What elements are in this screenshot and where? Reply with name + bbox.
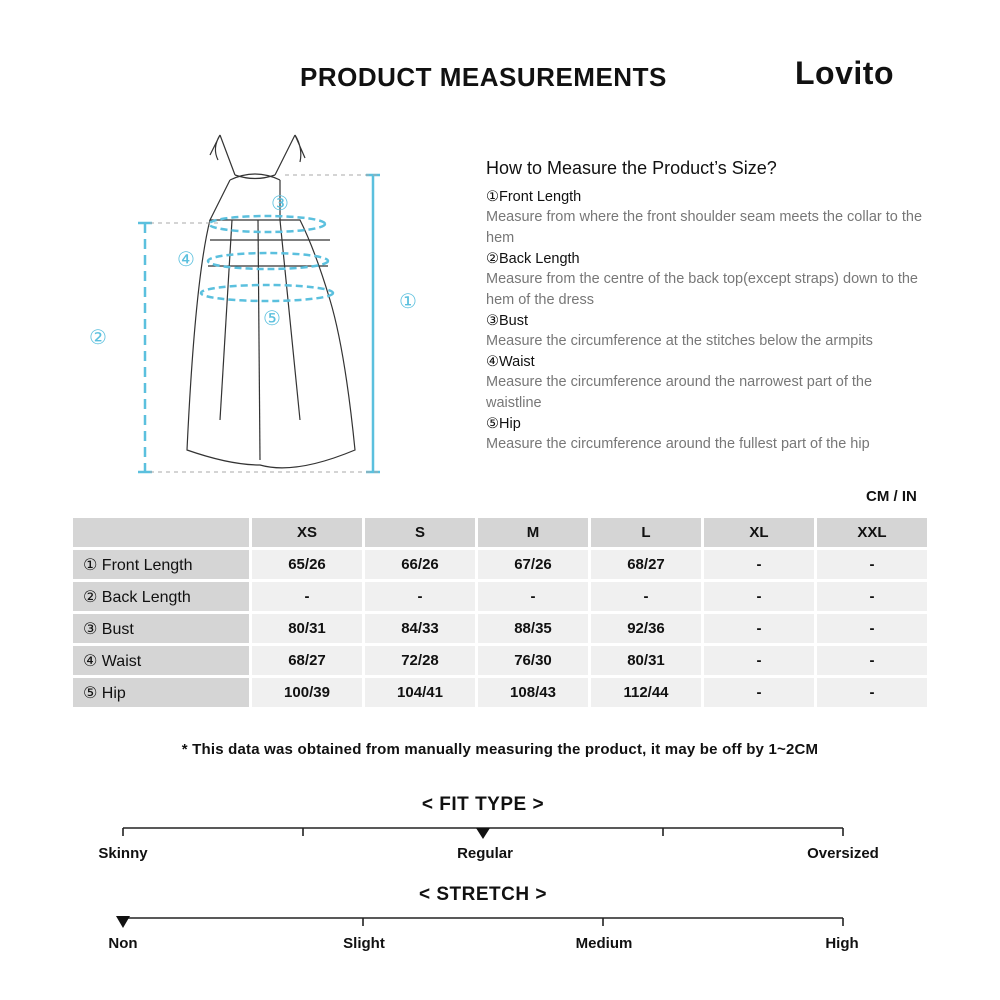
marker-3: ③ xyxy=(271,191,289,215)
table-cell: 68/27 xyxy=(252,646,362,675)
table-cell: - xyxy=(365,582,475,611)
table-cell: - xyxy=(704,614,814,643)
marker-2: ② xyxy=(89,325,107,349)
guide-item-desc: Measure from where the front shoulder seam meets the collar to the hem xyxy=(486,209,923,246)
marker-5: ⑤ xyxy=(263,306,281,330)
table-row xyxy=(73,678,927,707)
table-cell: 104/41 xyxy=(365,678,475,707)
marker-1: ① xyxy=(399,289,417,313)
table-cell: 100/39 xyxy=(252,678,362,707)
size-header: S xyxy=(365,518,475,547)
row-label: ④ Waist xyxy=(73,646,249,675)
table-cell: 76/30 xyxy=(478,646,588,675)
stretch-label-slight: Slight xyxy=(343,935,385,952)
table-row xyxy=(73,582,927,611)
size-table xyxy=(70,515,930,710)
stretch-label-non: Non xyxy=(108,935,138,952)
fit-type-scale xyxy=(0,820,1000,844)
fit-label-regular: Regular xyxy=(457,845,513,862)
guide-item-name: ②Back Length xyxy=(486,251,580,267)
stretch-selected-marker xyxy=(116,916,130,928)
guide-item-desc: Measure the circumference around the narrowest part of the waistline xyxy=(486,374,873,411)
guide-item-name: ③Bust xyxy=(486,313,529,329)
table-cell: - xyxy=(817,678,927,707)
unit-label: CM / IN xyxy=(866,488,917,505)
size-header: M xyxy=(478,518,588,547)
row-label: ① Front Length xyxy=(73,550,249,579)
table-cell: 65/26 xyxy=(252,550,362,579)
table-cell: - xyxy=(704,646,814,675)
guide-item-name: ④Waist xyxy=(486,354,535,370)
guide-item-desc: Measure the circumference at the stitches below the armpits xyxy=(486,333,873,349)
table-cell: - xyxy=(817,550,927,579)
table-cell: - xyxy=(817,582,927,611)
guide-item-desc: Measure from the centre of the back top(except straps) down to the hem of the dress xyxy=(486,271,918,308)
size-header: L xyxy=(591,518,701,547)
table-header-row xyxy=(73,518,927,547)
size-header: XXL xyxy=(817,518,927,547)
table-cell: 112/44 xyxy=(591,678,701,707)
table-cell: - xyxy=(817,614,927,643)
table-cell: - xyxy=(704,582,814,611)
fit-selected-marker xyxy=(476,828,490,839)
guide-item-desc: Measure the circumference around the fullest part of the hip xyxy=(486,436,870,452)
table-cell: - xyxy=(817,646,927,675)
table-cell: 108/43 xyxy=(478,678,588,707)
row-label: ③ Bust xyxy=(73,614,249,643)
guide-item-name: ①Front Length xyxy=(486,189,582,205)
measure-guide xyxy=(486,158,926,455)
disclaimer-note: * This data was obtained from manually measuring the product, it may be off by 1~2CM xyxy=(181,741,819,758)
stretch-scale xyxy=(0,910,1000,934)
table-cell: 84/33 xyxy=(365,614,475,643)
table-cell: 68/27 xyxy=(591,550,701,579)
guide-item-hip xyxy=(486,414,926,455)
row-label: ⑤ Hip xyxy=(73,678,249,707)
guide-item-front-length xyxy=(486,187,926,249)
dress-illustration xyxy=(60,120,460,490)
table-row xyxy=(73,646,927,675)
table-cell: 80/31 xyxy=(252,614,362,643)
fit-label-skinny: Skinny xyxy=(98,845,148,862)
table-cell: - xyxy=(478,582,588,611)
size-header: XL xyxy=(704,518,814,547)
guide-heading: How to Measure the Product’s Size? xyxy=(486,158,777,178)
table-cell: - xyxy=(591,582,701,611)
table-cell: 88/35 xyxy=(478,614,588,643)
table-row xyxy=(73,550,927,579)
guide-item-back-length xyxy=(486,249,926,311)
fit-label-oversized: Oversized xyxy=(807,845,879,862)
stretch-title: < STRETCH > xyxy=(419,884,547,905)
table-cell: - xyxy=(704,550,814,579)
table-corner xyxy=(73,518,249,547)
table-cell: 72/28 xyxy=(365,646,475,675)
stretch-label-high: High xyxy=(825,935,859,952)
guide-item-name: ⑤Hip xyxy=(486,416,521,432)
table-cell: - xyxy=(252,582,362,611)
size-header: XS xyxy=(252,518,362,547)
table-cell: 67/26 xyxy=(478,550,588,579)
fit-type-title: < FIT TYPE > xyxy=(421,794,545,815)
guide-item-waist xyxy=(486,352,926,414)
page-title: PRODUCT MEASUREMENTS xyxy=(300,62,667,92)
stretch-label-medium: Medium xyxy=(575,935,633,952)
guide-item-bust xyxy=(486,311,926,352)
brand-logo: Lovito xyxy=(795,55,894,91)
table-cell: 92/36 xyxy=(591,614,701,643)
table-row xyxy=(73,614,927,643)
marker-4: ④ xyxy=(177,247,195,271)
table-cell: 66/26 xyxy=(365,550,475,579)
table-cell: - xyxy=(704,678,814,707)
row-label: ② Back Length xyxy=(73,582,249,611)
table-cell: 80/31 xyxy=(591,646,701,675)
